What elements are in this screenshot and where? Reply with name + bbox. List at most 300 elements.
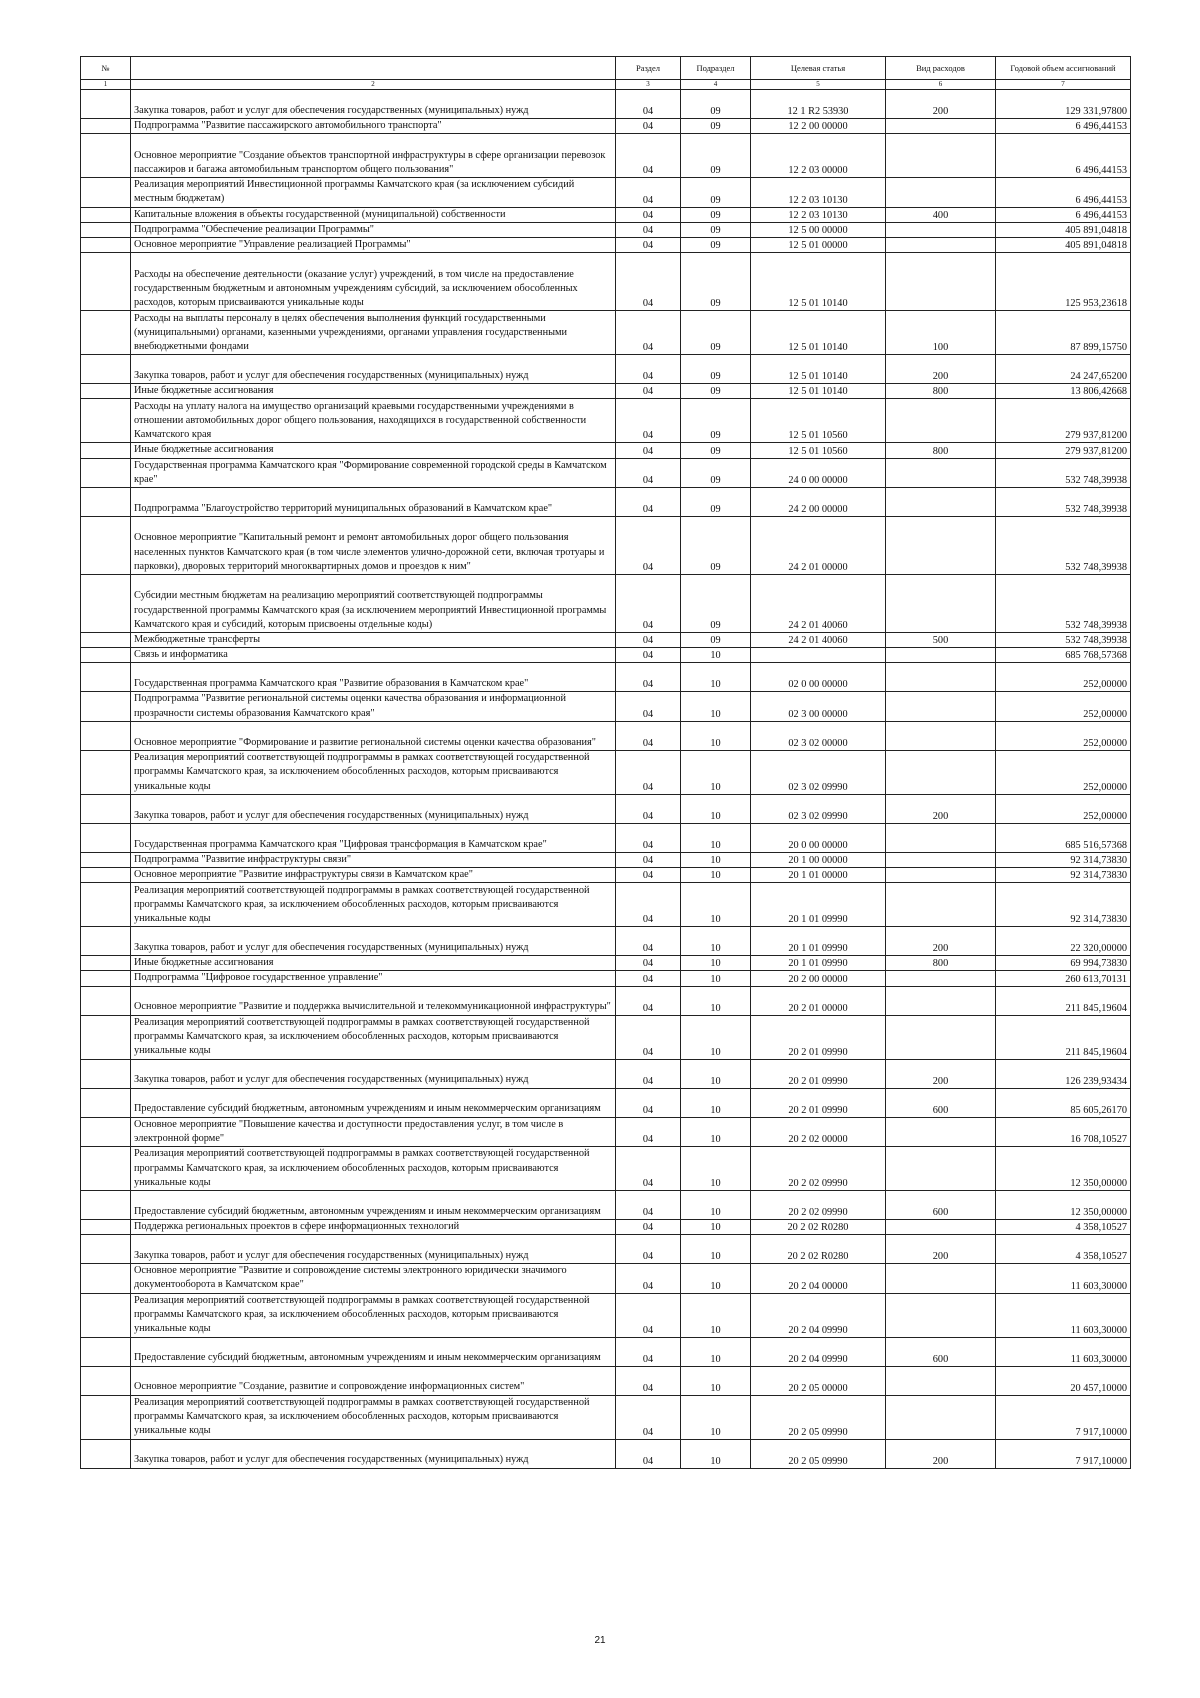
podrazdel-cell: 10	[681, 1337, 751, 1366]
table-row	[81, 458, 1131, 487]
row-number-cell	[81, 207, 131, 222]
sum-cell: 532 748,39938	[996, 575, 1131, 633]
row-number-cell	[81, 355, 131, 384]
sum-cell: 279 937,81200	[996, 399, 1131, 443]
celevaya-statya-cell: 20 2 04 09990	[751, 1293, 886, 1337]
podrazdel-cell: 10	[681, 1439, 751, 1468]
sum-cell: 22 320,00000	[996, 927, 1131, 956]
row-name-cell: Предоставление субсидий бюджетным, автономным учреждениям и иным некоммерческим организациям	[131, 1191, 616, 1220]
table-row	[81, 575, 1131, 633]
podrazdel-cell: 10	[681, 1220, 751, 1235]
razdel-cell: 04	[616, 1366, 681, 1395]
table-row	[81, 488, 1131, 517]
razdel-cell: 04	[616, 443, 681, 458]
table-row	[81, 90, 1131, 119]
row-name-cell: Связь и информатика	[131, 648, 616, 663]
razdel-cell: 04	[616, 971, 681, 986]
row-number-cell	[81, 575, 131, 633]
sum-cell: 405 891,04818	[996, 222, 1131, 237]
celevaya-statya-cell: 20 2 04 00000	[751, 1264, 886, 1293]
row-number-cell	[81, 648, 131, 663]
vid-rashodov-cell	[886, 663, 996, 692]
celevaya-statya-cell: 12 5 01 10140	[751, 311, 886, 355]
row-number-cell	[81, 517, 131, 575]
vid-rashodov-cell: 600	[886, 1191, 996, 1220]
sum-cell: 6 496,44153	[996, 119, 1131, 134]
sum-cell: 405 891,04818	[996, 238, 1131, 253]
celevaya-statya-cell: 24 2 01 00000	[751, 517, 886, 575]
row-name-cell: Подпрограмма "Развитие пассажирского автомобильного транспорта"	[131, 119, 616, 134]
razdel-cell: 04	[616, 868, 681, 883]
row-number-cell	[81, 971, 131, 986]
podrazdel-cell: 09	[681, 488, 751, 517]
podrazdel-cell: 10	[681, 1015, 751, 1059]
row-number-cell	[81, 90, 131, 119]
celevaya-statya-cell: 20 2 05 09990	[751, 1439, 886, 1468]
sum-cell: 126 239,93434	[996, 1059, 1131, 1088]
celevaya-statya-cell: 12 2 00 00000	[751, 119, 886, 134]
row-name-cell: Основное мероприятие "Создание объектов транспортной инфраструктуры в сфере организации перевозок пассажиров и багажа автомобильным транспортом общего пользования"	[131, 134, 616, 178]
vid-rashodov-cell	[886, 222, 996, 237]
podrazdel-cell: 10	[681, 1117, 751, 1146]
razdel-cell: 04	[616, 692, 681, 721]
razdel-cell: 04	[616, 222, 681, 237]
razdel-cell: 04	[616, 119, 681, 134]
podrazdel-cell: 10	[681, 648, 751, 663]
podrazdel-cell: 10	[681, 1147, 751, 1191]
razdel-cell: 04	[616, 1337, 681, 1366]
row-number-cell	[81, 1293, 131, 1337]
table-row	[81, 750, 1131, 794]
sum-cell: 252,00000	[996, 663, 1131, 692]
row-name-cell: Реализация мероприятий соответствующей подпрограммы в рамках соответствующей государственной программы Камчатского края, за исключением обособленных расходов, которым присваиваются уникальные коды	[131, 1015, 616, 1059]
sum-cell: 11 603,30000	[996, 1293, 1131, 1337]
podrazdel-cell: 10	[681, 1059, 751, 1088]
row-number-cell	[81, 633, 131, 648]
row-name-cell: Государственная программа Камчатского края "Развитие образования в Камчатском крае"	[131, 663, 616, 692]
podrazdel-cell: 10	[681, 721, 751, 750]
celevaya-statya-cell: 24 2 01 40060	[751, 633, 886, 648]
row-number-cell	[81, 692, 131, 721]
row-number-cell	[81, 311, 131, 355]
row-name-cell: Предоставление субсидий бюджетным, автономным учреждениям и иным некоммерческим организациям	[131, 1337, 616, 1366]
row-number-cell	[81, 852, 131, 867]
row-name-cell: Закупка товаров, работ и услуг для обеспечения государственных (муниципальных) нужд	[131, 1439, 616, 1468]
vid-rashodov-cell: 200	[886, 90, 996, 119]
row-name-cell: Реализация мероприятий соответствующей подпрограммы в рамках соответствующей государственной программы Камчатского края, за исключением обособленных расходов, которым присваиваются уникальные коды	[131, 1147, 616, 1191]
celevaya-statya-cell: 20 2 02 R0280	[751, 1220, 886, 1235]
podrazdel-cell: 09	[681, 399, 751, 443]
row-name-cell: Основное мероприятие "Управление реализацией Программы"	[131, 238, 616, 253]
row-name-cell: Государственная программа Камчатского края "Формирование современной городской среды в Камчатском крае"	[131, 458, 616, 487]
column-number-row	[81, 80, 1131, 90]
table-row	[81, 1395, 1131, 1439]
razdel-cell: 04	[616, 1293, 681, 1337]
razdel-cell: 04	[616, 517, 681, 575]
vid-rashodov-cell: 800	[886, 443, 996, 458]
sum-cell: 532 748,39938	[996, 517, 1131, 575]
podrazdel-cell: 10	[681, 868, 751, 883]
sum-cell: 12 350,00000	[996, 1191, 1131, 1220]
table-row	[81, 1191, 1131, 1220]
table-body	[81, 90, 1131, 1469]
header-podrazdel: Подраздел	[681, 57, 751, 80]
vid-rashodov-cell	[886, 1264, 996, 1293]
vid-rashodov-cell: 600	[886, 1337, 996, 1366]
row-number-cell	[81, 927, 131, 956]
row-number-cell	[81, 1235, 131, 1264]
sum-cell: 12 350,00000	[996, 1147, 1131, 1191]
vid-rashodov-cell: 200	[886, 794, 996, 823]
podrazdel-cell: 10	[681, 1293, 751, 1337]
sum-cell: 11 603,30000	[996, 1264, 1131, 1293]
sum-cell: 7 917,10000	[996, 1395, 1131, 1439]
table-row	[81, 1366, 1131, 1395]
razdel-cell: 04	[616, 1088, 681, 1117]
celevaya-statya-cell: 20 2 02 00000	[751, 1117, 886, 1146]
row-number-cell	[81, 868, 131, 883]
table-row	[81, 971, 1131, 986]
row-name-cell: Реализация мероприятий соответствующей подпрограммы в рамках соответствующей государственной программы Камчатского края, за исключением обособленных расходов, которым присваиваются уникальные коды	[131, 1293, 616, 1337]
row-number-cell	[81, 488, 131, 517]
celevaya-statya-cell: 20 1 00 00000	[751, 852, 886, 867]
column-number: 6	[886, 80, 996, 90]
sum-cell: 252,00000	[996, 721, 1131, 750]
row-name-cell: Реализация мероприятий Инвестиционной программы Камчатского края (за исключением субсидий местным бюджетам)	[131, 178, 616, 207]
sum-cell: 6 496,44153	[996, 134, 1131, 178]
podrazdel-cell: 10	[681, 1395, 751, 1439]
sum-cell: 20 457,10000	[996, 1366, 1131, 1395]
table-row	[81, 517, 1131, 575]
row-number-cell	[81, 1088, 131, 1117]
razdel-cell: 04	[616, 956, 681, 971]
row-name-cell: Реализация мероприятий соответствующей подпрограммы в рамках соответствующей государственной программы Камчатского края, за исключением обособленных расходов, которым присваиваются уникальные коды	[131, 883, 616, 927]
celevaya-statya-cell: 12 5 01 10140	[751, 384, 886, 399]
row-number-cell	[81, 399, 131, 443]
celevaya-statya-cell: 12 1 R2 53930	[751, 90, 886, 119]
celevaya-statya-cell: 20 2 01 09990	[751, 1059, 886, 1088]
vid-rashodov-cell	[886, 1395, 996, 1439]
razdel-cell: 04	[616, 1235, 681, 1264]
razdel-cell: 04	[616, 207, 681, 222]
podrazdel-cell: 10	[681, 1235, 751, 1264]
podrazdel-cell: 09	[681, 238, 751, 253]
vid-rashodov-cell: 200	[886, 1059, 996, 1088]
celevaya-statya-cell: 20 1 01 09990	[751, 956, 886, 971]
row-number-cell	[81, 721, 131, 750]
celevaya-statya-cell: 20 2 01 09990	[751, 1088, 886, 1117]
row-name-cell: Капитальные вложения в объекты государственной (муниципальной) собственности	[131, 207, 616, 222]
row-name-cell: Государственная программа Камчатского края "Цифровая трансформация в Камчатском крае"	[131, 823, 616, 852]
celevaya-statya-cell: 12 2 03 10130	[751, 178, 886, 207]
table-row	[81, 399, 1131, 443]
header-vid: Вид расходов	[886, 57, 996, 80]
celevaya-statya-cell: 12 5 01 00000	[751, 238, 886, 253]
sum-cell: 4 358,10527	[996, 1220, 1131, 1235]
table-row	[81, 1059, 1131, 1088]
razdel-cell: 04	[616, 1395, 681, 1439]
vid-rashodov-cell	[886, 852, 996, 867]
row-number-cell	[81, 253, 131, 311]
podrazdel-cell: 10	[681, 663, 751, 692]
row-name-cell: Подпрограмма "Обеспечение реализации Программы"	[131, 222, 616, 237]
razdel-cell: 04	[616, 648, 681, 663]
celevaya-statya-cell: 24 2 01 40060	[751, 575, 886, 633]
sum-cell: 92 314,73830	[996, 868, 1131, 883]
row-name-cell: Закупка товаров, работ и услуг для обеспечения государственных (муниципальных) нужд	[131, 355, 616, 384]
header-celevaya: Целевая статья	[751, 57, 886, 80]
row-number-cell	[81, 1015, 131, 1059]
vid-rashodov-cell: 200	[886, 1235, 996, 1264]
celevaya-statya-cell: 12 5 01 10140	[751, 355, 886, 384]
column-number: 4	[681, 80, 751, 90]
column-number: 7	[996, 80, 1131, 90]
row-name-cell: Основное мероприятие "Развитие и сопровождение системы электронного юридически значимого документооборота в Камчатском крае"	[131, 1264, 616, 1293]
sum-cell: 532 748,39938	[996, 458, 1131, 487]
razdel-cell: 04	[616, 355, 681, 384]
razdel-cell: 04	[616, 883, 681, 927]
vid-rashodov-cell: 500	[886, 633, 996, 648]
vid-rashodov-cell	[886, 1293, 996, 1337]
table-row	[81, 355, 1131, 384]
row-name-cell: Субсидии местным бюджетам на реализацию мероприятий соответствующей подпрограммы государственной программы Камчатского края (за исключением мероприятий Инвестиционной программы Камчатского края и субсидий, которым присвоены отдельные коды)	[131, 575, 616, 633]
razdel-cell: 04	[616, 1015, 681, 1059]
celevaya-statya-cell: 20 1 01 09990	[751, 883, 886, 927]
celevaya-statya-cell: 20 1 01 09990	[751, 927, 886, 956]
razdel-cell: 04	[616, 823, 681, 852]
table-header-row	[81, 57, 1131, 80]
row-number-cell	[81, 1264, 131, 1293]
table-row	[81, 692, 1131, 721]
row-number-cell	[81, 1366, 131, 1395]
vid-rashodov-cell: 400	[886, 207, 996, 222]
row-number-cell	[81, 986, 131, 1015]
row-number-cell	[81, 222, 131, 237]
column-number: 3	[616, 80, 681, 90]
razdel-cell: 04	[616, 986, 681, 1015]
podrazdel-cell: 09	[681, 458, 751, 487]
row-number-cell	[81, 443, 131, 458]
row-name-cell: Закупка товаров, работ и услуг для обеспечения государственных (муниципальных) нужд	[131, 794, 616, 823]
razdel-cell: 04	[616, 927, 681, 956]
celevaya-statya-cell: 20 2 05 09990	[751, 1395, 886, 1439]
sum-cell: 11 603,30000	[996, 1337, 1131, 1366]
sum-cell: 7 917,10000	[996, 1439, 1131, 1468]
sum-cell: 16 708,10527	[996, 1117, 1131, 1146]
podrazdel-cell: 09	[681, 207, 751, 222]
table-row	[81, 1220, 1131, 1235]
row-number-cell	[81, 794, 131, 823]
celevaya-statya-cell: 12 5 00 00000	[751, 222, 886, 237]
celevaya-statya-cell: 20 2 02 R0280	[751, 1235, 886, 1264]
sum-cell: 532 748,39938	[996, 488, 1131, 517]
razdel-cell: 04	[616, 1059, 681, 1088]
sum-cell: 24 247,65200	[996, 355, 1131, 384]
celevaya-statya-cell: 12 5 01 10560	[751, 399, 886, 443]
razdel-cell: 04	[616, 178, 681, 207]
row-number-cell	[81, 178, 131, 207]
table-row	[81, 1293, 1131, 1337]
column-number: 5	[751, 80, 886, 90]
row-name-cell: Реализация мероприятий соответствующей подпрограммы в рамках соответствующей государственной программы Камчатского края, за исключением обособленных расходов, которым присваиваются уникальные коды	[131, 1395, 616, 1439]
razdel-cell: 04	[616, 852, 681, 867]
vid-rashodov-cell	[886, 1147, 996, 1191]
sum-cell: 532 748,39938	[996, 633, 1131, 648]
celevaya-statya-cell: 24 2 00 00000	[751, 488, 886, 517]
vid-rashodov-cell	[886, 134, 996, 178]
table-row	[81, 663, 1131, 692]
razdel-cell: 04	[616, 1147, 681, 1191]
row-name-cell: Основное мероприятие "Формирование и развитие региональной системы оценки качества образования"	[131, 721, 616, 750]
sum-cell: 92 314,73830	[996, 883, 1131, 927]
celevaya-statya-cell: 20 2 05 00000	[751, 1366, 886, 1395]
row-name-cell: Основное мероприятие "Капитальный ремонт и ремонт автомобильных дорог общего пользования населенных пунктов Камчатского края (в том числе элементов улично-дорожной сети, включая тротуары и парковки), дворовых территорий многоквартирных домов и проездов к ним"	[131, 517, 616, 575]
sum-cell: 279 937,81200	[996, 443, 1131, 458]
podrazdel-cell: 09	[681, 517, 751, 575]
vid-rashodov-cell	[886, 721, 996, 750]
row-number-cell	[81, 956, 131, 971]
razdel-cell: 04	[616, 1117, 681, 1146]
vid-rashodov-cell	[886, 1220, 996, 1235]
table-row	[81, 1439, 1131, 1468]
row-number-cell	[81, 1439, 131, 1468]
celevaya-statya-cell: 02 3 02 00000	[751, 721, 886, 750]
podrazdel-cell: 09	[681, 134, 751, 178]
table-row	[81, 986, 1131, 1015]
vid-rashodov-cell	[886, 750, 996, 794]
row-number-cell	[81, 119, 131, 134]
celevaya-statya-cell	[751, 648, 886, 663]
podrazdel-cell: 09	[681, 222, 751, 237]
table-row	[81, 648, 1131, 663]
vid-rashodov-cell	[886, 883, 996, 927]
table-row	[81, 253, 1131, 311]
table-row	[81, 721, 1131, 750]
row-name-cell: Поддержка региональных проектов в сфере информационных технологий	[131, 1220, 616, 1235]
row-number-cell	[81, 1147, 131, 1191]
row-number-cell	[81, 1395, 131, 1439]
table-row	[81, 119, 1131, 134]
razdel-cell: 04	[616, 399, 681, 443]
podrazdel-cell: 09	[681, 575, 751, 633]
table-row	[81, 1015, 1131, 1059]
razdel-cell: 04	[616, 311, 681, 355]
podrazdel-cell: 10	[681, 750, 751, 794]
vid-rashodov-cell	[886, 458, 996, 487]
sum-cell: 211 845,19604	[996, 986, 1131, 1015]
podrazdel-cell: 10	[681, 1264, 751, 1293]
row-name-cell: Подпрограмма "Развитие региональной системы оценки качества образования и информационной прозрачности системы образования Камчатского края"	[131, 692, 616, 721]
row-number-cell	[81, 1337, 131, 1366]
podrazdel-cell: 09	[681, 355, 751, 384]
vid-rashodov-cell	[886, 119, 996, 134]
row-name-cell: Закупка товаров, работ и услуг для обеспечения государственных (муниципальных) нужд	[131, 927, 616, 956]
row-name-cell: Закупка товаров, работ и услуг для обеспечения государственных (муниципальных) нужд	[131, 1235, 616, 1264]
sum-cell: 129 331,97800	[996, 90, 1131, 119]
table-row	[81, 207, 1131, 222]
celevaya-statya-cell: 20 1 01 00000	[751, 868, 886, 883]
row-number-cell	[81, 1191, 131, 1220]
vid-rashodov-cell	[886, 253, 996, 311]
table-row	[81, 134, 1131, 178]
celevaya-statya-cell: 20 2 00 00000	[751, 971, 886, 986]
podrazdel-cell: 10	[681, 1088, 751, 1117]
row-number-cell	[81, 458, 131, 487]
sum-cell: 87 899,15750	[996, 311, 1131, 355]
vid-rashodov-cell	[886, 692, 996, 721]
vid-rashodov-cell	[886, 971, 996, 986]
row-name-cell: Закупка товаров, работ и услуг для обеспечения государственных (муниципальных) нужд	[131, 1059, 616, 1088]
vid-rashodov-cell: 200	[886, 1439, 996, 1468]
podrazdel-cell: 10	[681, 794, 751, 823]
table-row	[81, 311, 1131, 355]
table-row	[81, 1088, 1131, 1117]
podrazdel-cell: 10	[681, 883, 751, 927]
vid-rashodov-cell: 200	[886, 927, 996, 956]
vid-rashodov-cell: 600	[886, 1088, 996, 1117]
sum-cell: 252,00000	[996, 692, 1131, 721]
row-name-cell: Межбюджетные трансферты	[131, 633, 616, 648]
sum-cell: 69 994,73830	[996, 956, 1131, 971]
celevaya-statya-cell: 02 3 00 00000	[751, 692, 886, 721]
celevaya-statya-cell: 02 3 02 09990	[751, 794, 886, 823]
podrazdel-cell: 10	[681, 971, 751, 986]
table-row	[81, 222, 1131, 237]
razdel-cell: 04	[616, 663, 681, 692]
table-row	[81, 852, 1131, 867]
table-row	[81, 1337, 1131, 1366]
row-number-cell	[81, 1117, 131, 1146]
table-row	[81, 883, 1131, 927]
table-row	[81, 956, 1131, 971]
vid-rashodov-cell	[886, 823, 996, 852]
row-number-cell	[81, 823, 131, 852]
vid-rashodov-cell	[886, 575, 996, 633]
sum-cell: 4 358,10527	[996, 1235, 1131, 1264]
razdel-cell: 04	[616, 721, 681, 750]
celevaya-statya-cell: 20 2 02 09990	[751, 1191, 886, 1220]
row-number-cell	[81, 134, 131, 178]
table-row	[81, 238, 1131, 253]
razdel-cell: 04	[616, 1439, 681, 1468]
row-name-cell: Основное мероприятие "Развитие и поддержка вычислительной и телекоммуникационной инфраструктуры"	[131, 986, 616, 1015]
sum-cell: 685 768,57368	[996, 648, 1131, 663]
row-number-cell	[81, 1220, 131, 1235]
vid-rashodov-cell	[886, 399, 996, 443]
vid-rashodov-cell	[886, 1366, 996, 1395]
razdel-cell: 04	[616, 458, 681, 487]
table-row	[81, 443, 1131, 458]
sum-cell: 260 613,70131	[996, 971, 1131, 986]
razdel-cell: 04	[616, 90, 681, 119]
vid-rashodov-cell	[886, 238, 996, 253]
vid-rashodov-cell	[886, 986, 996, 1015]
celevaya-statya-cell: 02 0 00 00000	[751, 663, 886, 692]
row-name-cell: Иные бюджетные ассигнования	[131, 384, 616, 399]
row-name-cell: Основное мероприятие "Создание, развитие и сопровождение информационных систем"	[131, 1366, 616, 1395]
celevaya-statya-cell: 12 2 03 00000	[751, 134, 886, 178]
sum-cell: 252,00000	[996, 794, 1131, 823]
podrazdel-cell: 10	[681, 956, 751, 971]
sum-cell: 125 953,23618	[996, 253, 1131, 311]
podrazdel-cell: 10	[681, 692, 751, 721]
header-num: №	[81, 57, 131, 80]
sum-cell: 92 314,73830	[996, 852, 1131, 867]
celevaya-statya-cell: 20 2 01 00000	[751, 986, 886, 1015]
podrazdel-cell: 09	[681, 253, 751, 311]
row-number-cell	[81, 238, 131, 253]
vid-rashodov-cell	[886, 488, 996, 517]
